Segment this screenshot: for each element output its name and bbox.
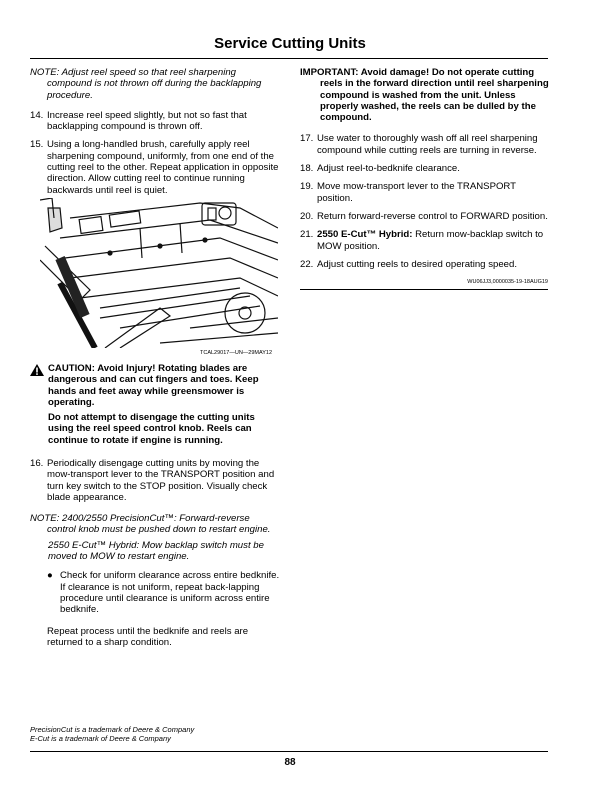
step-21: 21. 2550 E-Cut™ Hybrid: Return mow-backlap switch to MOW position. (300, 229, 544, 252)
left-column-top (30, 67, 280, 203)
page-number: 88 (284, 757, 296, 768)
left-column-bottom (30, 458, 280, 648)
caution-line-1: CAUTION: Avoid Injury! Rotating blades are dangerous and can cut fingers and toes. Keep hands and feet away while greensmower is operating. (48, 363, 259, 408)
caution-block (30, 363, 280, 450)
bullet-clearance: ● Check for uniform clearance across entire bedknife. If clearance is not uniform, repeat back-lapping procedure until clearance is uniform across entire bedknife. (47, 570, 280, 616)
trademark-precisioncut: PrecisionCut is a trademark of Deere & Company (30, 725, 195, 734)
caution-line-2: Do not attempt to disengage the cutting units using the reel speed control knob. Reels can continue to rotate if engine is running. (48, 412, 255, 446)
page-title: Service Cutting Units (214, 35, 366, 52)
bullet-dot-icon: ● (47, 570, 53, 582)
reel-backlapping-illustration (40, 198, 278, 348)
right-column (300, 67, 550, 277)
warning-triangle-icon (30, 364, 44, 376)
important-notice: IMPORTANT: Avoid damage! Do not operate cutting reels in the forward direction until reel sharpening compound is washed from the unit. Unless properly washed, the reels can be dulled by the compound. (300, 67, 549, 124)
step-20: 20. Return forward-reverse control to FORWARD position. (300, 210, 548, 222)
step-14: 14. Increase reel speed slightly, but not so fast that backlapping compound is thrown off. (30, 109, 247, 133)
reference-code: WU06JJ3,0000035-19-18AUG19 (467, 279, 548, 285)
title-rule (30, 58, 548, 59)
step-17: 17. Use water to thoroughly wash off all reel sharpening compound while cutting reels are turning in reverse. (300, 133, 538, 156)
step-18: 18. Adjust reel-to-bedknife clearance. (300, 163, 460, 175)
trademark-ecut: E-Cut is a trademark of Deere & Company (30, 734, 171, 743)
step-19: 19. Move mow-transport lever to the TRANSPORT position. (300, 181, 516, 204)
repeat-process-text: Repeat process until the bedknife and reels are returned to a sharp condition. (47, 625, 249, 648)
note-precisioncut: NOTE: 2400/2550 PrecisionCut™: Forward-reverse control knob must be pushed down to restart engine. (30, 513, 271, 536)
step-15: 15. Using a long-handled brush, carefully apply reel sharpening compound, uniformly, from one end of the cutting reel to the other. Repeat application in opposite direction. Allow cutting reel to continue running backwards until reel is quiet. (30, 139, 279, 196)
trademark-notes (30, 725, 194, 743)
footer-rule (30, 751, 548, 752)
step-16: 16. Periodically disengage cutting units by moving the mow-transport lever to the TRANSPORT position and turn key switch to the STOP position. Visually check blade appearance. (30, 458, 275, 503)
right-column-rule (300, 289, 548, 290)
figure-caption: TCAL29017—UN—29MAY12 (200, 350, 273, 356)
note-ecut: 2550 E-Cut™ Hybrid: Mow backlap switch must be moved to MOW to restart engine. (48, 539, 264, 563)
step-22: 22. Adjust cutting reels to desired operating speed. (300, 258, 517, 270)
note-reel-speed: NOTE: Adjust reel speed so that reel sharpening compound is not thrown off during the backlapping procedure. (30, 67, 262, 101)
